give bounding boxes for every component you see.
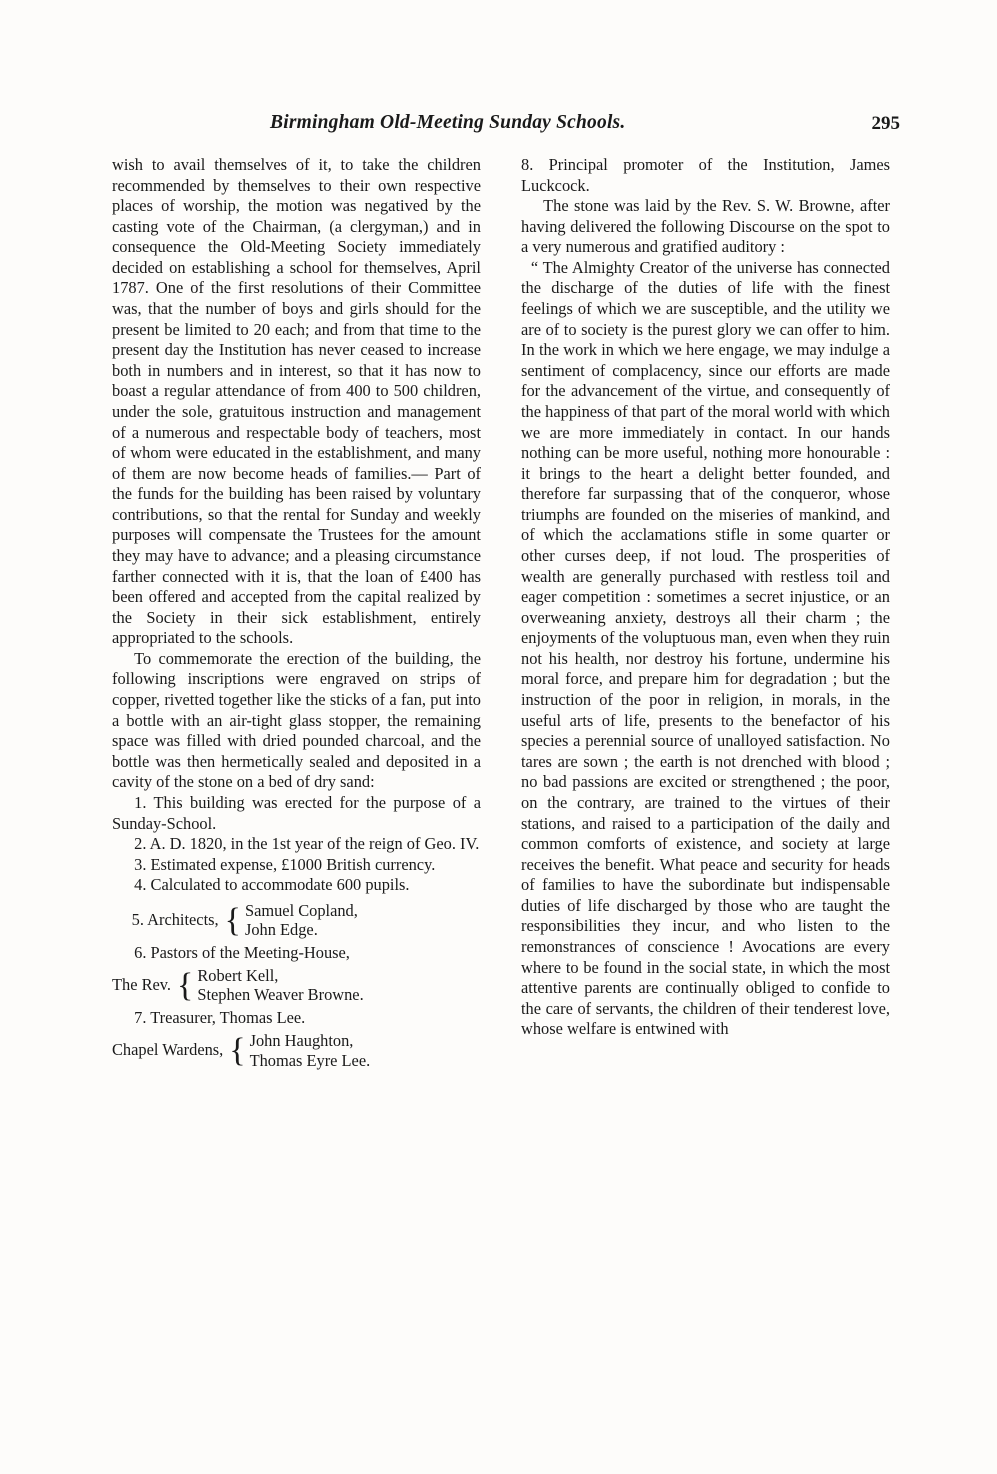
list-item: Thomas Eyre Lee. bbox=[249, 1050, 371, 1070]
treasurer-line: 7. Treasurer, Thomas Lee. bbox=[134, 1007, 306, 1027]
pastors-label: The Rev. bbox=[112, 975, 172, 995]
architects-label: 5. Architects, bbox=[131, 909, 219, 929]
pastors-names bbox=[197, 966, 363, 1005]
discourse-quote: “ The Almighty Creator of the universe has connected the discharge of the duties of life with the finest feelings of which we are susceptible, and the utility we are of to society is the purest glory we can offer to him. In the work in which we here engage, we may indulge a sentiment of complacency, since our efforts are made for the advancement of the virtue, and consequently of the happiness of that part of the moral world with which we are more immediately in contact. In our hands nothing can be more useful, nothing more honourable : it brings to the heart a delight better founded, and therefore far surpassing that of the conqueror, whose triumphs are founded on the miseries of mankind, and of which the acclamations stifle in some quarter or other curses deep, if not loud. The prosperities of wealth are generally purchased with restless toil and eager competition : sometimes a secret injustice, or an overweaning anxiety, destroys all their charm ; the enjoyments of the voluptuous man, even when they ruin not his health, nor destroy his fortune, undermine his moral force, and prepare him for degradation ; but the instruction of the poor in religion, in morals, in the useful arts of life, presents to the benefactor of his species a perennial source of unalloyed satisfaction. No tares are sown ; the earth is not drenched with blood ; no bad passions are excited or strengthened ; the poor, on the contrary, are trained to the virtues of their stations, and raised to a participation of the daily and common comforts of existence, and society at large receives the benefit. What peace and security for heads of families to have the subordinate but indispensable duties of life discharged by those who are taught the responsibilities they incur, and who listen to the remonstrances of conscience ! Avocations are every where to be found in the social state, in which the most attentive parents are continually obliged to confide to the care of servants, the children of their tenderest love, whose welfare is entwined with bbox=[521, 257, 890, 1039]
wardens-names bbox=[250, 1031, 371, 1070]
paragraph: wish to avail themselves of it, to take the children recommended by themselves to their own respective places of worship, the motion was negatived by the casting vote of the Chairman, (a clergyman,) and in consequence the Old-Meeting Society immediately decided on establishing a school for themselves, April 1787. One of the first resolutions of their Committee was, that the number of boys and girls should for the present be limited to 20 each; and from that time to the present day the Institution has never ceased to increase both in numbers and in interest, so that it has now to boast a regular attendance of from 400 to 500 children, under the sole, gratuitous instruction and management of a numerous and respectable body of teachers, most of whom were educated in the establishment, and many of them are now become heads of families.— Part of the funds for the building has been raised by voluntary contributions, so that the rental for Sunday and weekly purposes will compensate the Trustees for the amount they may have to advance; and a pleasing circumstance farther connected with it is, that the loan of £400 has been offered and accepted from the capital realized by the Society in their sick establishment, entirely appropriated to the schools. bbox=[112, 155, 481, 648]
brace-icon: { bbox=[224, 901, 241, 939]
list-item: Robert Kell, bbox=[197, 966, 279, 986]
pastors-heading: 6. Pastors of the Meeting-House, bbox=[134, 942, 350, 962]
list-item: John Haughton, bbox=[249, 1031, 354, 1051]
paragraph: 2. A. D. 1820, in the 1st year of the reign of Geo. IV. bbox=[134, 834, 480, 854]
running-head-title: Birmingham Old-Meeting Sunday Schools. bbox=[270, 112, 626, 133]
brace-icon: { bbox=[229, 1032, 246, 1070]
body-columns bbox=[112, 155, 890, 1073]
paragraph: 4. Calculated to accommodate 600 pupils. bbox=[134, 875, 410, 895]
wardens-entry bbox=[112, 1031, 481, 1070]
paragraph: 8. Principal promoter of the Institution, James Luckcock. bbox=[521, 155, 890, 195]
architects-entry bbox=[112, 901, 481, 940]
paragraph: 3. Estimated expense, £1000 British currency. bbox=[134, 854, 436, 874]
paragraph: To commemorate the erection of the building, the following inscriptions were engraved on strips of copper, rivetted together like the sticks of a fan, put into a bottle with an air-tight glass stopper, the remaining space was filled with dried pounded charcoal, and the bottle was then hermetically sealed and deposited in a cavity of the stone on a bed of dry sand: bbox=[112, 648, 481, 792]
architects-names bbox=[245, 901, 358, 940]
page-number: 295 bbox=[871, 113, 900, 134]
right-column bbox=[521, 155, 890, 1073]
wardens-label: Chapel Wardens, bbox=[112, 1040, 224, 1060]
list-item: Stephen Weaver Browne. bbox=[197, 985, 364, 1005]
paragraph: The stone was laid by the Rev. S. W. Browne, after having delivered the following Discourse on the spot to a very numerous and gratified auditory : bbox=[521, 196, 890, 257]
brace-icon: { bbox=[177, 966, 194, 1004]
paragraph: 1. This building was erected for the purpose of a Sunday-School. bbox=[112, 792, 481, 833]
page-header bbox=[110, 112, 900, 140]
list-item: Samuel Copland, bbox=[244, 900, 358, 920]
pastors-entry bbox=[112, 966, 481, 1005]
left-column bbox=[112, 155, 481, 1073]
list-item: John Edge. bbox=[244, 920, 318, 940]
